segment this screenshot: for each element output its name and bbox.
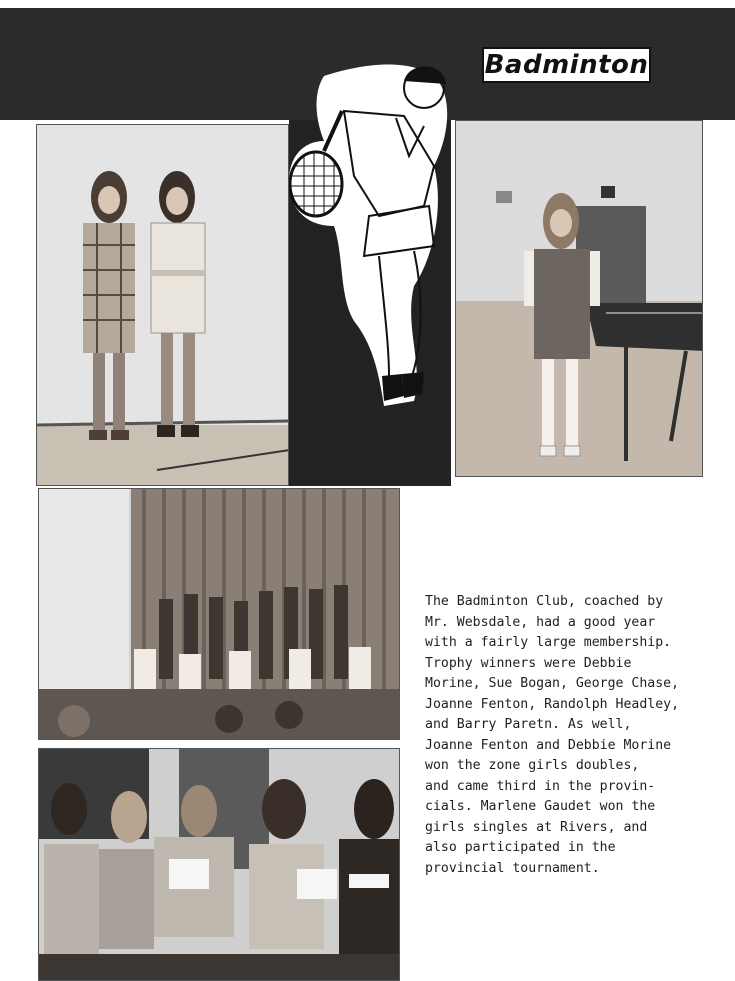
photo-two-girls-against-wall bbox=[36, 124, 289, 486]
page-title: Badminton bbox=[484, 50, 649, 80]
photo-girl-by-ping-pong-table bbox=[455, 120, 703, 477]
photo-group-on-stage bbox=[38, 488, 400, 740]
article-body: The Badminton Club, coached by Mr. Websdale, had a good year with a fairly large membership. Trophy winners were Debbie Morine, Sue Bogan, George Chase, Joanne Fenton, Randolph Headley, and Barry Paretn. As well, Joanne Fenton and Debbie Morine won the zone girls doubles, and came third in the provin- cials. Marlene Gaudet won the girls singles at Rivers, and also participated in the provincial tournament. bbox=[425, 594, 680, 876]
photo-girls-holding-papers bbox=[38, 748, 400, 981]
page-title-box bbox=[482, 47, 651, 83]
badminton-player-illustration-icon bbox=[284, 56, 464, 416]
